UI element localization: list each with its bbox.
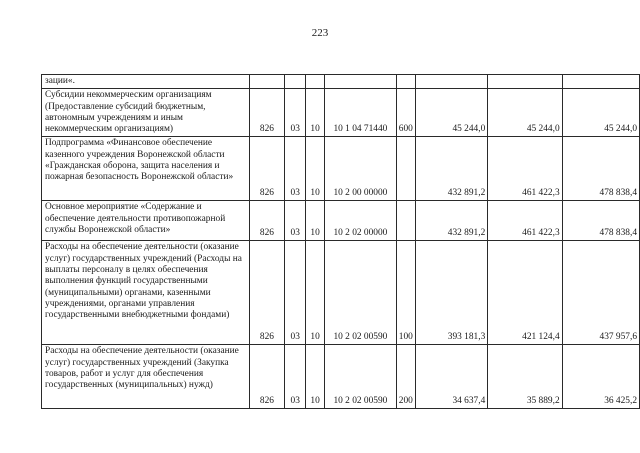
- cell-admin: 826: [249, 345, 285, 409]
- table-body: [42, 75, 640, 409]
- cell-subsection: [306, 75, 325, 89]
- cell-amount-year3: 36 425,2: [562, 345, 639, 409]
- table-row: [42, 89, 640, 137]
- cell-section: 03: [285, 137, 306, 201]
- cell-amount-year2: [488, 75, 562, 89]
- cell-admin: 826: [249, 201, 285, 241]
- cell-subsection: 10: [306, 241, 325, 345]
- cell-expense-type: [396, 75, 415, 89]
- table-row: [42, 137, 640, 201]
- row-name: Основное мероприятие «Содержание и обеспечение деятельности противопожарной службы Воронежской области»: [42, 201, 250, 241]
- cell-subsection: 10: [306, 345, 325, 409]
- table-row: [42, 345, 640, 409]
- cell-amount-year3: 437 957,6: [562, 241, 639, 345]
- cell-expense-type: 600: [396, 89, 415, 137]
- page-number: 223: [311, 27, 329, 39]
- cell-expense-type: 200: [396, 345, 415, 409]
- cell-target: 10 1 04 71440: [325, 89, 397, 137]
- cell-amount-year2: 45 244,0: [488, 89, 562, 137]
- cell-section: 03: [285, 241, 306, 345]
- cell-subsection: 10: [306, 201, 325, 241]
- table-row: [42, 201, 640, 241]
- cell-amount-year1: 393 181,3: [415, 241, 487, 345]
- cell-subsection: 10: [306, 89, 325, 137]
- table-row: [42, 241, 640, 345]
- cell-section: 03: [285, 345, 306, 409]
- cell-target: [325, 75, 397, 89]
- cell-amount-year1: 45 244,0: [415, 89, 487, 137]
- cell-expense-type: [396, 201, 415, 241]
- cell-amount-year1: 432 891,2: [415, 201, 487, 241]
- row-name: Расходы на обеспечение деятельности (оказание услуг) государственных учреждений (Расходы на выплаты персоналу в целях обеспечения выполнения функций государственными (муниципальными) органами, казенными учреждениями, органами управления государственными внебюджетными фондами): [42, 241, 250, 345]
- cell-section: [285, 75, 306, 89]
- row-name: Расходы на обеспечение деятельности (оказание услуг) государственных учреждений (Закупка товаров, работ и услуг для обеспечения государственных (муниципальных) нужд): [42, 345, 250, 409]
- cell-amount-year3: 478 838,4: [562, 137, 639, 201]
- row-name: зации«.: [42, 75, 250, 89]
- cell-section: 03: [285, 89, 306, 137]
- cell-amount-year2: 35 889,2: [488, 345, 562, 409]
- row-name: Подпрограмма «Финансовое обеспечение казенного учреждения Воронежской области «Гражданская оборона, защита населения и пожарная безопасность Воронежской области»: [42, 137, 250, 201]
- cell-admin: 826: [249, 241, 285, 345]
- cell-amount-year2: 461 422,3: [488, 201, 562, 241]
- cell-target: 10 2 02 00590: [325, 241, 397, 345]
- cell-section: 03: [285, 201, 306, 241]
- cell-amount-year2: 461 422,3: [488, 137, 562, 201]
- table-row: [42, 75, 640, 89]
- cell-amount-year1: 34 637,4: [415, 345, 487, 409]
- cell-admin: 826: [249, 89, 285, 137]
- cell-expense-type: 100: [396, 241, 415, 345]
- cell-amount-year3: 478 838,4: [562, 201, 639, 241]
- cell-target: 10 2 02 00000: [325, 201, 397, 241]
- cell-admin: [249, 75, 285, 89]
- cell-amount-year3: 45 244,0: [562, 89, 639, 137]
- cell-amount-year1: 432 891,2: [415, 137, 487, 201]
- cell-amount-year1: [415, 75, 487, 89]
- cell-target: 10 2 00 00000: [325, 137, 397, 201]
- cell-subsection: 10: [306, 137, 325, 201]
- cell-admin: 826: [249, 137, 285, 201]
- row-name: Субсидии некоммерческим организациям (Предоставление субсидий бюджетным, автономным учреждениям и иным некоммерческим организациям): [42, 89, 250, 137]
- budget-table: [41, 74, 640, 409]
- cell-expense-type: [396, 137, 415, 201]
- cell-target: 10 2 02 00590: [325, 345, 397, 409]
- cell-amount-year2: 421 124,4: [488, 241, 562, 345]
- cell-amount-year3: [562, 75, 639, 89]
